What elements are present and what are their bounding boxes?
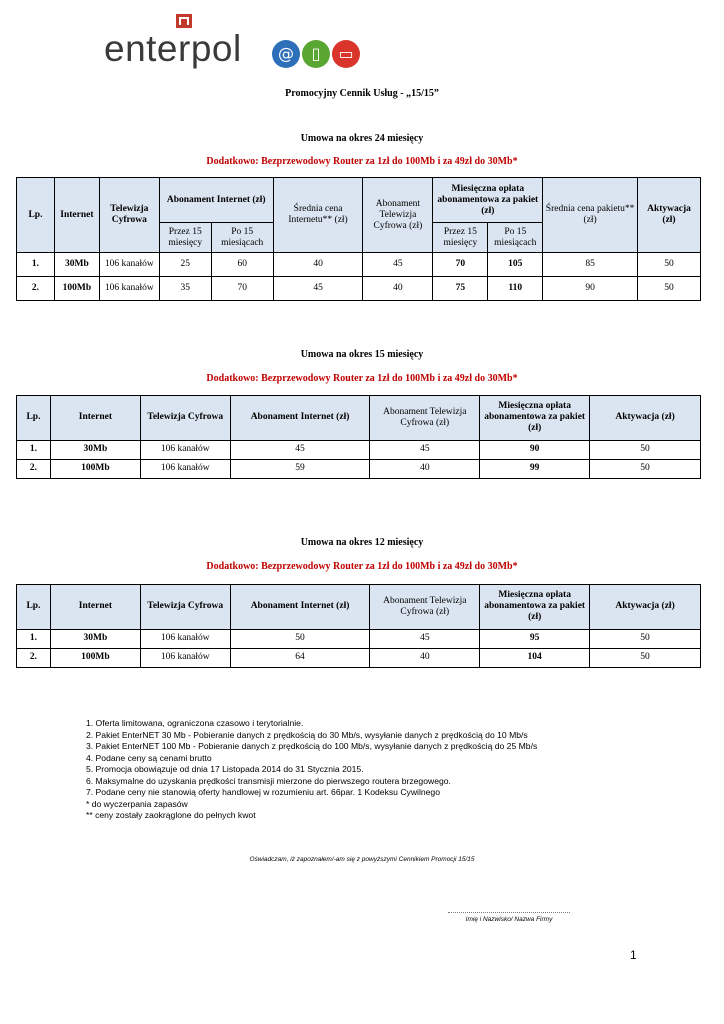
cell-lp: 1. (17, 629, 51, 648)
col-header-avg-package: Średnia cena pakietu** (zł) (543, 178, 638, 253)
col-header-tv: Telewizja Cyfrowa (99, 178, 159, 253)
cell-tv: 106 kanałów (99, 253, 159, 277)
price-table-15 (16, 395, 701, 479)
cell-activation: 50 (590, 440, 701, 459)
cell-monthly-15: 75 (433, 277, 488, 301)
cell-tv: 106 kanałów (140, 440, 230, 459)
terms-notes (86, 718, 537, 822)
cell-monthly-15: 70 (433, 253, 488, 277)
col-header-lp: Lp. (17, 396, 51, 441)
col-header-abon-internet: Abonament Internet (zł) (230, 396, 370, 441)
company-logo (104, 14, 374, 74)
cell-monthly: 90 (480, 440, 590, 459)
declaration-text: Oświadczam, iż zapoznałem/-am się z powyższymi Cennikiem Promocji 15/15 (249, 856, 475, 863)
cell-abon-15: 25 (159, 253, 211, 277)
cell-lp: 1. (17, 253, 55, 277)
cell-lp: 2. (17, 459, 51, 478)
cell-tv: 106 kanałów (140, 459, 230, 478)
cell-abon-after: 70 (211, 277, 273, 301)
cell-activation: 50 (638, 277, 701, 301)
promo-line-24: Dodatkowo: Bezprzewodowy Router za 1zł do 100Mb i za 49zł do 30Mb* (206, 156, 518, 167)
cell-abon-tv: 40 (363, 277, 433, 301)
table-row (17, 440, 701, 459)
cell-abon-tv: 45 (370, 629, 480, 648)
signature-label: Imię i Nazwisko/ Nazwa Firmy (465, 916, 553, 923)
page-number: 1 (630, 948, 637, 962)
col-header-abon-internet: Abonament Internet (zł) (230, 585, 370, 630)
col-header-lp: Lp. (17, 178, 55, 253)
cell-abon-15: 35 (159, 277, 211, 301)
cell-tv: 106 kanałów (140, 648, 230, 667)
signature-line (448, 912, 570, 913)
cell-avg-internet: 45 (273, 277, 363, 301)
note-line: 6. Maksymalne do uzyskania prędkości transmisji mierzone do pierwszego routera brzegowego. (86, 775, 451, 786)
col-header-activation: Aktywacja (zł) (590, 585, 701, 630)
cell-lp: 2. (17, 648, 51, 667)
cell-monthly: 99 (480, 459, 590, 478)
col-header-abon-tv: Abonament Telewizja Cyfrowa (zł) (363, 178, 433, 253)
note-line: 4. Podane ceny są cenami brutto (86, 752, 212, 763)
cell-monthly: 95 (480, 629, 590, 648)
cell-lp: 1. (17, 440, 51, 459)
cell-activation: 50 (590, 459, 701, 478)
cell-abon-tv: 45 (363, 253, 433, 277)
cell-tv: 106 kanałów (99, 277, 159, 301)
cell-abon-internet: 50 (230, 629, 370, 648)
col-header-abon-tv: Abonament Telewizja Cyfrowa (zł) (370, 585, 480, 630)
note-line: 1. Oferta limitowana, ograniczona czasowo i terytorialnie. (86, 718, 304, 728)
price-table-24 (16, 177, 701, 301)
cell-internet: 30Mb (50, 629, 140, 648)
col-header-tv: Telewizja Cyfrowa (140, 396, 230, 441)
col-header-monthly: Miesięczna opłata abonamentowa za pakiet (zł) (480, 396, 590, 441)
promo-line-12: Dodatkowo: Bezprzewodowy Router za 1zł do 100Mb i za 49zł do 30Mb* (206, 561, 518, 572)
col-header-internet: Internet (54, 178, 99, 253)
table-row (17, 459, 701, 478)
col-header-internet: Internet (50, 585, 140, 630)
section-heading-12: Umowa na okres 12 miesięcy (300, 537, 424, 548)
col-header-abon-after: Po 15 miesiącach (211, 223, 273, 253)
cell-abon-internet: 45 (230, 440, 370, 459)
document-title: Promocyjny Cennik Usług - „15/15” (285, 88, 439, 99)
cell-abon-tv: 40 (370, 648, 480, 667)
cell-abon-tv: 40 (370, 459, 480, 478)
col-header-abon-tv: Abonament Telewizja Cyfrowa (zł) (370, 396, 480, 441)
logo-text: enterpol (104, 28, 242, 69)
logo-mark-icon (176, 14, 192, 28)
note-line: 3. Pakiet EnterNET 100 Mb - Pobieranie danych z prędkością do 100 Mb/s, wysyłanie danych z prędkością do 25 Mb/s (86, 741, 538, 751)
cell-abon-after: 60 (211, 253, 273, 277)
cell-lp: 2. (17, 277, 55, 301)
col-header-monthly-after: Po 15 miesiącach (488, 223, 543, 253)
table-row (17, 277, 701, 301)
col-header-internet: Internet (50, 396, 140, 441)
table-row (17, 648, 701, 667)
cell-internet: 30Mb (54, 253, 99, 277)
tv-icon: ▭ (332, 40, 360, 68)
note-line: * do wyczerpania zapasów (86, 798, 188, 809)
col-header-monthly-15: Przez 15 miesięcy (433, 223, 488, 253)
table-row (17, 253, 701, 277)
note-line: ** ceny zostały zaokrąglone do pełnych kwot (86, 810, 256, 820)
col-header-abon-15: Przez 15 miesięcy (159, 223, 211, 253)
phone-icon: ▯ (302, 40, 330, 68)
cell-abon-tv: 45 (370, 440, 480, 459)
section-heading-24: Umowa na okres 24 miesięcy (300, 133, 424, 144)
col-header-activation: Aktywacja (zł) (590, 396, 701, 441)
cell-tv: 106 kanałów (140, 629, 230, 648)
note-line: 5. Promocja obowiązuje od dnia 17 Listopada 2014 do 31 Stycznia 2015. (86, 764, 364, 774)
cell-internet: 100Mb (54, 277, 99, 301)
table-row (17, 629, 701, 648)
cell-activation: 50 (590, 629, 701, 648)
cell-monthly: 104 (480, 648, 590, 667)
cell-internet: 100Mb (50, 648, 140, 667)
promo-line-15: Dodatkowo: Bezprzewodowy Router za 1zł do 100Mb i za 49zł do 30Mb* (206, 373, 518, 384)
col-header-avg-internet: Średnia cena Internetu** (zł) (273, 178, 363, 253)
note-line: 7. Podane ceny nie stanowią oferty handlowej w rozumieniu art. 66par. 1 Kodeksu Cywilnego (86, 787, 440, 797)
note-line: 2. Pakiet EnterNET 30 Mb - Pobieranie danych z prędkością do 30 Mb/s, wysyłanie danych z prędkością do 10 Mb/s (86, 729, 528, 740)
at-icon: @ (272, 40, 300, 68)
cell-activation: 50 (638, 253, 701, 277)
col-header-tv: Telewizja Cyfrowa (140, 585, 230, 630)
cell-avg-package: 85 (543, 253, 638, 277)
col-header-abon-internet: Abonament Internet (zł) (159, 178, 273, 223)
cell-activation: 50 (590, 648, 701, 667)
cell-avg-package: 90 (543, 277, 638, 301)
cell-internet: 100Mb (50, 459, 140, 478)
col-header-monthly: Miesięczna opłata abonamentowa za pakiet (zł) (433, 178, 543, 223)
col-header-lp: Lp. (17, 585, 51, 630)
section-heading-15: Umowa na okres 15 miesięcy (300, 349, 424, 360)
cell-internet: 30Mb (50, 440, 140, 459)
cell-monthly-after: 105 (488, 253, 543, 277)
price-table-12 (16, 584, 701, 668)
col-header-activation: Aktywacja (zł) (638, 178, 701, 253)
cell-avg-internet: 40 (273, 253, 363, 277)
cell-abon-internet: 59 (230, 459, 370, 478)
cell-monthly-after: 110 (488, 277, 543, 301)
col-header-monthly: Miesięczna opłata abonamentowa za pakiet (zł) (480, 585, 590, 630)
cell-abon-internet: 64 (230, 648, 370, 667)
